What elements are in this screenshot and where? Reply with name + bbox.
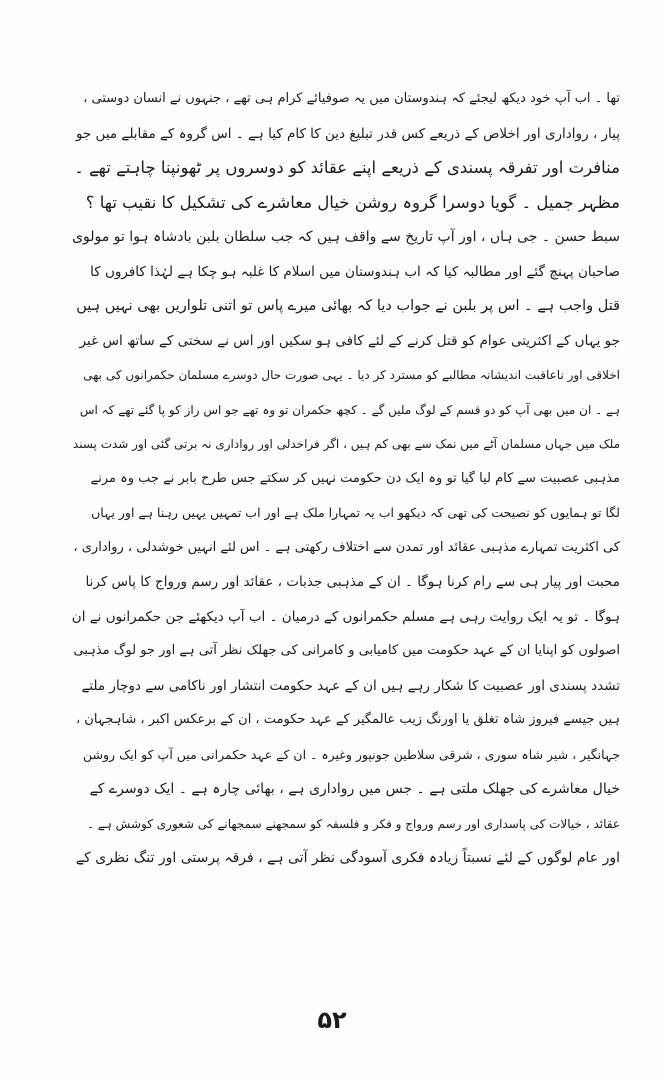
text-line: کی اکثریت تمہارے مذہبی عقائد اور تمدن سے اختلاف رکھتی ہے ۔ اس لئے انہیں خوشدلی ، رواداری ، (73, 539, 620, 555)
body-text (72, 82, 620, 876)
text-line: ہے ۔ ان میں بھی آپ کو دو قسم کے لوگ ملیں گے ۔ کچھ حکمران تو وہ تھے جو اس راز کو پا گئے تھے کہ اس (79, 402, 620, 417)
text-line: ملک میں جہاں مسلمان آٹے میں نمک سے بھی کم ہیں ، اگر فراخدلی اور رواداری نہ برتی گئی اور شدت پسند (72, 437, 620, 451)
text-line: منافرت اور تفرقہ پسندی کے ذریعے اپنے عقائد کو دوسروں پر ٹھونپنا چاہتے تھے ۔ (74, 158, 620, 177)
text-line: سبط حسن ۔ جی ہاں ، اور آپ تاریخ سے واقف ہیں کہ جب سلطان بلبن بادشاہ ہوا تو مولوی (72, 229, 620, 245)
text-line: اخلاقی اور ناعاقبت اندیشانہ مطالبے کو مسترد کر دیا ۔ یہی صورت حال دوسرے مسلمان حکمرانوں کی بھی (83, 368, 620, 382)
text-line: صاحبان پہنچ گئے اور مطالبہ کیا کہ اب ہندوستان میں اسلام کا غلبہ ہو چکا ہے لہٰذا کافروں کا (90, 263, 620, 280)
text-line: اصولوں کو اپنایا ان کے عہد حکومت میں کامیابی و کامرانی کی جھلک نظر آتی ہے اور جو لوگ مذہبی (73, 643, 620, 658)
text-line: عقائد ، خیالات کی پاسداری اور رسم ورواج و فکر و فلسفہ کو سمجھنے سمجھانے کی شعوری کوشش ہے ۔ (86, 816, 620, 831)
text-line: تشدد پسندی اور عصبیت کا شکار رہے ہیں ان کے عہد حکومت انتشار اور ناکامی سے دوچار ملتے (81, 677, 620, 694)
text-line: خیال معاشرے کی جھلک ملتی ہے ۔ جس میں رواداری ہے ، بھائی چارہ ہے ۔ ایک دوسرے کے (89, 781, 620, 797)
text-line: قتل واجب ہے ۔ اس پر بلبن نے جواب دیا کہ بھائی میرے پاس تو اتنی تلواریں بھی نہیں ہیں (76, 298, 620, 314)
text-line: مذہبی عصبیت سے کام لیا گیا تو وہ ایک دن حکومت نہیں کر سکتے جس طرح بابر نے جب وہ مرنے (90, 470, 620, 486)
text-line: پیار ، رواداری اور اخلاص کے ذریعے کس قدر تبلیغ دین کا کام کیا ہے ۔ اس گروہ کے مقابلے میں جو (75, 125, 620, 142)
text-line: لگا تو ہمایوں کو نصیحت کی تھی کہ دیکھو اب یہ تمہارا ملک ہے اور اب تمہیں یہیں رہنا ہے اور یہاں (91, 505, 620, 520)
text-line: ہیں جیسے فیروز شاہ تغلق یا اورنگ زیب عالمگیر کے عہد حکومت ، ان کے برعکس اکبر ، شاہجہان ، (75, 712, 620, 727)
text-line: ہوگا ۔ تو یہ ایک روایت رہی ہے مسلم حکمرانوں کے درمیان ۔ اب آپ دیکھئے جن حکمرانوں نے ان (72, 608, 620, 625)
text-line: مظہر جمیل ۔ گویا دوسرا گروہ روشن خیال معاشرے کی تشکیل کا نقیب تھا ؟ (85, 192, 620, 212)
text-line: محبت اور پیار ہی سے رام کرنا ہوگا ۔ ان کے مذہبی جذبات ، عقائد اور رسم ورواج کا پاس کرنا (85, 574, 620, 590)
text-line: تھا ۔ اب آپ خود دیکھ لیجئے کہ ہندوستان میں یہ صوفیائے کرام ہی تھے ، جنہوں نے انسان دوستی ، (83, 91, 620, 106)
page-number: ۵۲ (317, 1006, 347, 1034)
text-line: جہانگیر ، شیر شاہ سوری ، شرقی سلاطین جونپور وغیرہ ۔ ان کے عہد حکمرانی میں آپ کو ایک روشن (83, 746, 620, 762)
text-line: اور عام لوگوں کے لئے نسبتاً زیادہ فکری آسودگی نظر آتی ہے ، فرقہ پرستی اور تنگ نظری کے (75, 850, 620, 866)
text-line: جو یہاں کے اکثریتی عوام کو قتل کرنے کے لئے کافی ہو سکیں اور اس نے سختی کے ساتھ اس غیر (79, 332, 620, 349)
